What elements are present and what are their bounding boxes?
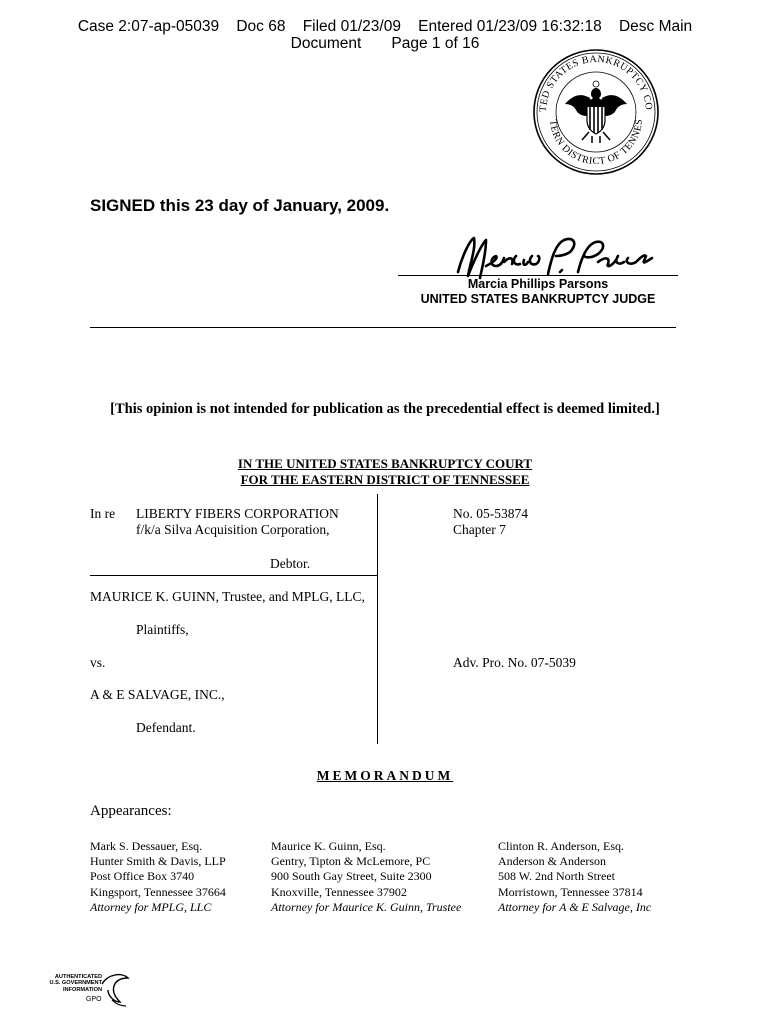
- gpo-mark: GPO: [86, 996, 102, 1003]
- counsel-line: 508 W. 2nd North Street: [498, 869, 615, 884]
- counsel-line: Anderson & Anderson: [498, 854, 606, 869]
- counsel-role: Attorney for Maurice K. Guinn, Trustee: [271, 899, 462, 914]
- defendant-name: A & E SALVAGE, INC.,: [90, 687, 225, 702]
- counsel-block: [271, 839, 461, 915]
- defendant-label: Defendant.: [136, 720, 196, 735]
- signature-line: [398, 275, 678, 276]
- case-header-line2: Document Page 1 of 16: [290, 35, 480, 52]
- gpo-logo-line: INFORMATION: [62, 986, 102, 993]
- court-heading-line1: IN THE UNITED STATES BANKRUPTCY COURT: [237, 456, 533, 471]
- debtor-aka: f/k/a Silva Acquisition Corporation,: [136, 522, 330, 537]
- adversary-number: Adv. Pro. No. 07-5039: [453, 655, 576, 670]
- debtor-name: LIBERTY FIBERS CORPORATION: [136, 506, 339, 521]
- judge-title: UNITED STATES BANKRUPTCY JUDGE: [420, 292, 656, 306]
- plaintiffs-label: Plaintiffs,: [136, 622, 189, 637]
- gpo-logo-line: U.S. GOVERNMENT: [49, 980, 102, 987]
- in-re-label: In re: [90, 506, 116, 521]
- counsel-line: Morristown, Tennessee 37814: [498, 884, 643, 899]
- debtor-label: Debtor.: [270, 556, 311, 571]
- publication-notice: [This opinion is not intended for publication as the precedential effect is deemed limited.]: [110, 401, 660, 417]
- signed-date-line: SIGNED this 23 day of January, 2009.: [90, 196, 390, 215]
- court-heading-line2: FOR THE EASTERN DISTRICT OF TENNESSEE: [240, 472, 530, 487]
- caption-divider: [90, 575, 378, 576]
- counsel-line: Kingsport, Tennessee 37664: [90, 884, 226, 899]
- plaintiffs-name: MAURICE K. GUINN, Trustee, and MPLG, LLC,: [90, 589, 365, 604]
- counsel-line: Mark S. Dessauer, Esq.: [90, 839, 203, 853]
- eagle-icon: [565, 81, 627, 143]
- counsel-line: Hunter Smith & Davis, LLP: [90, 854, 226, 869]
- counsel-role: Attorney for A & E Salvage, Inc: [498, 899, 652, 914]
- counsel-line: 900 South Gay Street, Suite 2300: [271, 869, 432, 884]
- versus-label: vs.: [90, 655, 106, 670]
- horizontal-rule: [90, 327, 676, 328]
- case-header-line1: Case 2:07-ap-05039 Doc 68 Filed 01/23/09 Entered 01/23/09 16:32:18 Desc Main: [77, 18, 693, 35]
- counsel-block: [498, 839, 651, 915]
- counsel-block: [90, 839, 226, 915]
- judge-name: Marcia Phillips Parsons: [467, 277, 609, 291]
- court-seal: [532, 48, 660, 176]
- appearances-label: Appearances:: [90, 803, 172, 819]
- counsel-line: Post Office Box 3740: [90, 869, 195, 884]
- counsel-line: Knoxville, Tennessee 37902: [271, 884, 407, 899]
- svg-text:UNITED STATES BANKRUPTCY COURT: TED STATES BANKRUPTCY CO: [537, 53, 655, 113]
- counsel-line: Maurice K. Guinn, Esq.: [271, 839, 386, 853]
- case-number: No. 05-53874: [453, 506, 528, 521]
- memorandum-title: MEMORANDUM: [316, 768, 454, 783]
- counsel-line: Gentry, Tipton & McLemore, PC: [271, 854, 431, 869]
- gpo-logo-line: AUTHENTICATED: [54, 974, 102, 980]
- counsel-line: Clinton R. Anderson, Esq.: [498, 839, 625, 853]
- svg-text:EASTERN DISTRICT OF TENNESSEE: TERN DISTRICT OF TENNES: [546, 118, 646, 168]
- caption-vertical-rule: [377, 494, 378, 744]
- counsel-role: Attorney for MPLG, LLC: [90, 899, 212, 914]
- gpo-authentication-logo: [46, 970, 132, 1010]
- chapter: Chapter 7: [453, 522, 506, 537]
- gpo-eagle-icon: [98, 970, 132, 1010]
